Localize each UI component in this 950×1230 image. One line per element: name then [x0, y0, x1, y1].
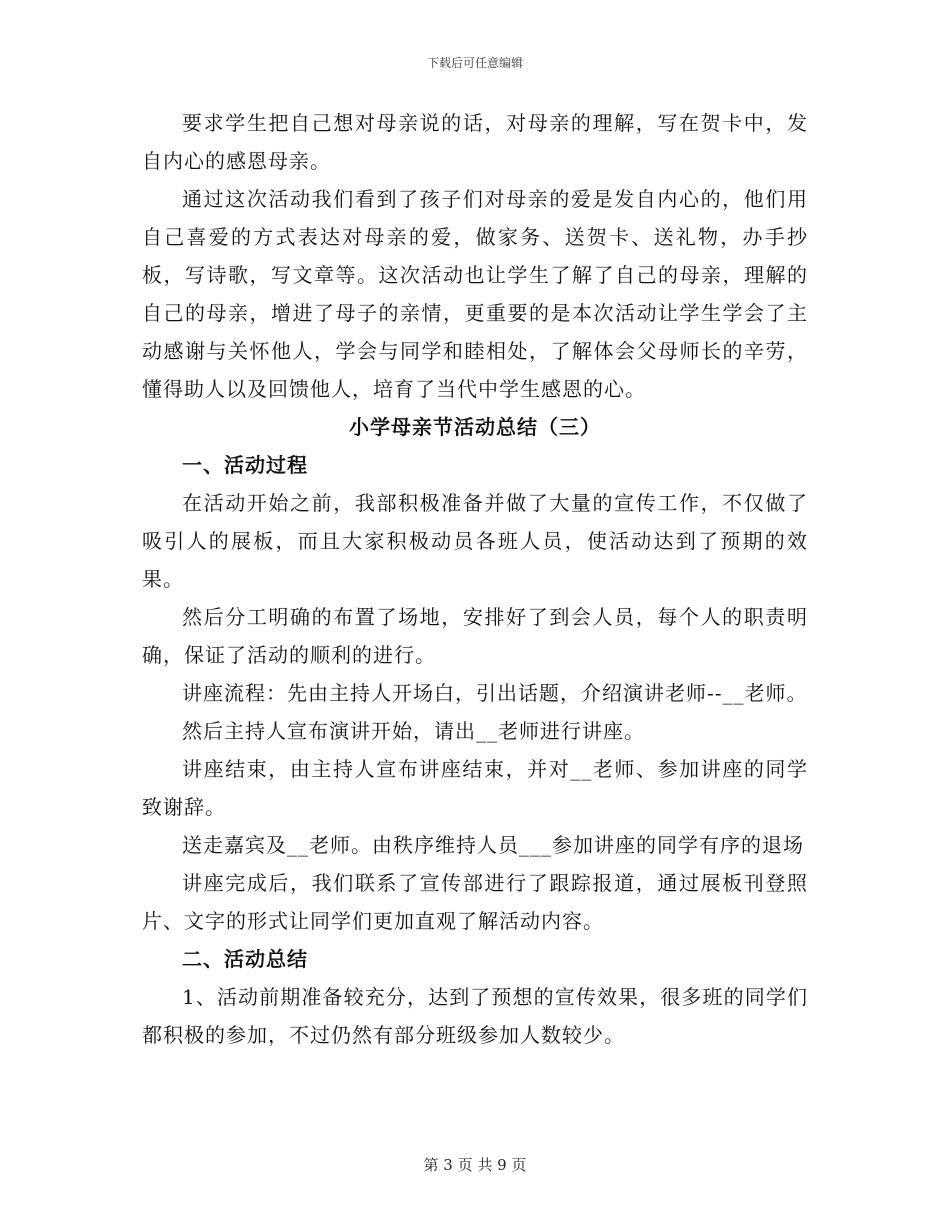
page-header-note: 下载后可任意编辑 — [426, 56, 523, 70]
paragraph: 讲座流程：先由主持人开场白，引出话题，介绍演讲老师--__老师。 — [182, 681, 808, 705]
page-footer-page-number: 第 3 页 共 9 页 — [423, 1156, 527, 1174]
paragraph: 送走嘉宾及__老师。由秩序维持人员___参加讲座的同学有序的退场 — [182, 833, 804, 857]
document-body — [142, 104, 808, 1054]
paragraph: 1、活动前期准备较充分，达到了预想的宣传效果，很多班的同学们都积极的参加，不过仍然有部分班级参加人数较少。 — [142, 985, 808, 1047]
paragraph: 讲座结束，由主持人宣布讲座结束，并对__老师、参加讲座的同学致谢辞。 — [142, 757, 808, 819]
section-heading: 二、活动总结 — [182, 947, 308, 971]
paragraph: 然后分工明确的布置了场地，安排好了到会人员，每个人的职责明确，保证了活动的顺利的进行。 — [142, 605, 808, 667]
paragraph: 然后主持人宣布演讲开始，请出__老师进行讲座。 — [182, 719, 645, 743]
paragraph: 通过这次活动我们看到了孩子们对母亲的爱是发自内心的，他们用自己喜爱的方式表达对母亲的爱，做家务、送贺卡、送礼物，办手抄板，写诗歌，写文章等。这次活动也让学生了解了自己的母亲，理解的自己的母亲，增进了母子的亲情，更重要的是本次活动让学生学会了主动感谢与关怀他人，学会与同学和睦相处，了解体会父母师长的辛劳，懂得助人以及回馈他人，培育了当代中学生感恩的心。 — [142, 187, 808, 401]
section-title: 小学母亲节活动总结（三） — [349, 415, 601, 439]
paragraph: 讲座完成后，我们联系了宣传部进行了跟踪报道，通过展板刊登照片、文字的形式让同学们更加直观了解活动内容。 — [142, 871, 808, 933]
section-heading: 一、活动过程 — [182, 453, 308, 477]
paragraph: 在活动开始之前，我部积极准备并做了大量的宣传工作，不仅做了吸引人的展板，而且大家积极动员各班人员，使活动达到了预期的效果。 — [142, 491, 808, 591]
paragraph: 要求学生把自己想对母亲说的话，对母亲的理解，写在贺卡中，发自内心的感恩母亲。 — [142, 111, 808, 173]
